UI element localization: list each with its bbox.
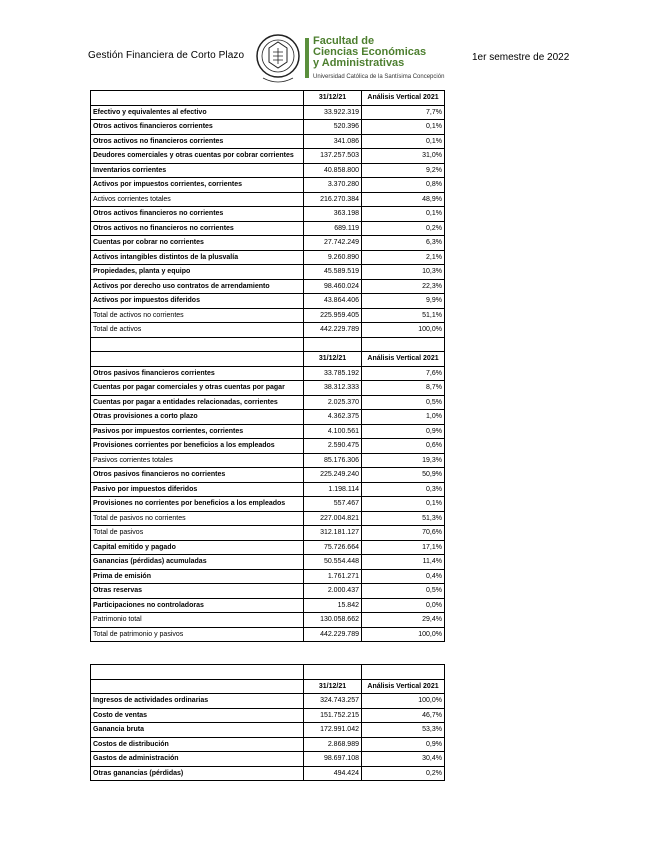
row-label: Otras ganancias (pérdidas): [91, 766, 304, 781]
row-value: 43.864.406: [304, 294, 362, 309]
table-row: [91, 511, 445, 526]
row-label: Otras reservas: [91, 584, 304, 599]
table-row: [91, 555, 445, 570]
row-percentage: 50,9%: [362, 468, 445, 483]
row-value: 1.198.114: [304, 482, 362, 497]
row-value: 442.229.789: [304, 323, 362, 338]
row-percentage: 70,6%: [362, 526, 445, 541]
row-percentage: 51,1%: [362, 308, 445, 323]
row-value: 2.590.475: [304, 439, 362, 454]
row-percentage: 0,4%: [362, 569, 445, 584]
table-row: [91, 279, 445, 294]
row-value: 45.589.519: [304, 265, 362, 280]
column-vertical-analysis-header: Análisis Vertical 2021: [362, 91, 445, 106]
table-row: [91, 366, 445, 381]
row-percentage: 19,3%: [362, 453, 445, 468]
table-row: [91, 105, 445, 120]
row-label: Cuentas por pagar comerciales y otras cuentas por pagar: [91, 381, 304, 396]
row-value: 312.181.127: [304, 526, 362, 541]
row-value: 494.424: [304, 766, 362, 781]
table-row: [91, 694, 445, 709]
row-value: 324.743.257: [304, 694, 362, 709]
row-value: 2.025.370: [304, 395, 362, 410]
university-seal-icon: [255, 28, 301, 88]
row-label: Prima de emisión: [91, 569, 304, 584]
row-label: Pasivo por impuestos diferidos: [91, 482, 304, 497]
row-label: Capital emitido y pagado: [91, 540, 304, 555]
row-label: Provisiones corrientes por beneficios a los empleados: [91, 439, 304, 454]
row-percentage: 0,2%: [362, 766, 445, 781]
blank-cell: [362, 665, 445, 680]
row-percentage: 11,4%: [362, 555, 445, 570]
row-label: Propiedades, planta y equipo: [91, 265, 304, 280]
row-label: Otros pasivos financieros corrientes: [91, 366, 304, 381]
row-label: Otros activos no financieros corrientes: [91, 134, 304, 149]
column-vertical-analysis-header: Análisis Vertical 2021: [362, 352, 445, 367]
balance-sheet-table: [90, 90, 445, 642]
row-percentage: 0,3%: [362, 482, 445, 497]
row-percentage: 30,4%: [362, 752, 445, 767]
row-label: Inventarios corrientes: [91, 163, 304, 178]
row-percentage: 17,1%: [362, 540, 445, 555]
row-value: 225.249.240: [304, 468, 362, 483]
table-row: [91, 221, 445, 236]
table-row: [91, 308, 445, 323]
row-label: Deudores comerciales y otras cuentas por cobrar corrientes: [91, 149, 304, 164]
row-value: 130.058.662: [304, 613, 362, 628]
row-percentage: 9,2%: [362, 163, 445, 178]
row-value: 689.119: [304, 221, 362, 236]
row-value: 4.362.375: [304, 410, 362, 425]
table-row: [91, 120, 445, 135]
row-percentage: 46,7%: [362, 708, 445, 723]
table-row: [91, 323, 445, 338]
faculty-line-2: Ciencias Económicas: [313, 46, 427, 58]
table-row: [91, 453, 445, 468]
faculty-line-3: y Administrativas: [313, 57, 405, 69]
row-value: 98.697.108: [304, 752, 362, 767]
row-percentage: 1,0%: [362, 410, 445, 425]
row-value: 33.785.192: [304, 366, 362, 381]
table-row: [91, 766, 445, 781]
blank-row: [91, 337, 445, 352]
row-label: Ganancia bruta: [91, 723, 304, 738]
table-row: [91, 737, 445, 752]
row-percentage: 53,3%: [362, 723, 445, 738]
table-row: [91, 192, 445, 207]
row-label: Gastos de administración: [91, 752, 304, 767]
liabilities-header-row: [91, 352, 445, 367]
row-label: Costo de ventas: [91, 708, 304, 723]
row-percentage: 0,2%: [362, 221, 445, 236]
row-label: Total de activos: [91, 323, 304, 338]
faculty-line-1: Facultad de: [313, 35, 375, 47]
row-label: Pasivos por impuestos corrientes, corrientes: [91, 424, 304, 439]
row-percentage: 0,0%: [362, 598, 445, 613]
row-value: 85.176.306: [304, 453, 362, 468]
row-label: Otros pasivos financieros no corrientes: [91, 468, 304, 483]
row-value: 4.100.561: [304, 424, 362, 439]
row-percentage: 48,9%: [362, 192, 445, 207]
table-row: [91, 149, 445, 164]
table-row: [91, 236, 445, 251]
row-label: Total de activos no corrientes: [91, 308, 304, 323]
row-value: 225.959.405: [304, 308, 362, 323]
column-date-header: 31/12/21: [304, 91, 362, 106]
table-row: [91, 410, 445, 425]
row-percentage: 8,7%: [362, 381, 445, 396]
table-row: [91, 178, 445, 193]
header-empty-cell: [91, 91, 304, 106]
table-row: [91, 752, 445, 767]
table-row: [91, 497, 445, 512]
row-percentage: 7,6%: [362, 366, 445, 381]
row-label: Costos de distribución: [91, 737, 304, 752]
row-label: Efectivo y equivalentes al efectivo: [91, 105, 304, 120]
row-percentage: 0,9%: [362, 737, 445, 752]
row-label: Provisiones no corrientes por beneficios a los empleados: [91, 497, 304, 512]
row-label: Otros activos financieros no corrientes: [91, 207, 304, 222]
table-row: [91, 395, 445, 410]
row-value: 137.257.503: [304, 149, 362, 164]
blank-cell: [304, 665, 362, 680]
table-row: [91, 540, 445, 555]
row-percentage: 0,1%: [362, 207, 445, 222]
row-percentage: 7,7%: [362, 105, 445, 120]
row-value: 557.467: [304, 497, 362, 512]
table-row: [91, 439, 445, 454]
row-value: 9.260.890: [304, 250, 362, 265]
row-label: Patrimonio total: [91, 613, 304, 628]
table-row: [91, 598, 445, 613]
row-percentage: 29,4%: [362, 613, 445, 628]
row-percentage: 0,1%: [362, 120, 445, 135]
blank-cell: [91, 665, 304, 680]
row-percentage: 0,5%: [362, 395, 445, 410]
income-statement-table: [90, 664, 445, 781]
row-label: Otros activos financieros corrientes: [91, 120, 304, 135]
row-percentage: 0,5%: [362, 584, 445, 599]
faculty-logo: [305, 36, 455, 86]
row-label: Activos por derecho uso contratos de arrendamiento: [91, 279, 304, 294]
row-label: Otras provisiones a corto plazo: [91, 410, 304, 425]
document-title: Gestión Financiera de Corto Plazo: [88, 50, 245, 61]
row-percentage: 0,8%: [362, 178, 445, 193]
table-row: [91, 207, 445, 222]
row-label: Ingresos de actividades ordinarias: [91, 694, 304, 709]
row-percentage: 100,0%: [362, 627, 445, 642]
row-percentage: 22,3%: [362, 279, 445, 294]
row-percentage: 0,6%: [362, 439, 445, 454]
row-value: 40.858.800: [304, 163, 362, 178]
row-percentage: 0,1%: [362, 497, 445, 512]
row-percentage: 0,1%: [362, 134, 445, 149]
column-vertical-analysis-header: Análisis Vertical 2021: [362, 679, 445, 694]
assets-header-row: [91, 91, 445, 106]
row-label: Total de pasivos: [91, 526, 304, 541]
column-date-header: 31/12/21: [304, 352, 362, 367]
row-value: 227.004.821: [304, 511, 362, 526]
row-value: 98.460.024: [304, 279, 362, 294]
table-row: [91, 250, 445, 265]
row-value: 3.370.280: [304, 178, 362, 193]
table-row: [91, 569, 445, 584]
table-row: [91, 723, 445, 738]
row-value: 15.842: [304, 598, 362, 613]
table-row: [91, 584, 445, 599]
row-value: 172.991.042: [304, 723, 362, 738]
row-value: 151.752.215: [304, 708, 362, 723]
table-row: [91, 468, 445, 483]
table-row: [91, 613, 445, 628]
row-label: Participaciones no controladoras: [91, 598, 304, 613]
blank-cell: [91, 337, 304, 352]
row-value: 442.229.789: [304, 627, 362, 642]
row-label: Ganancias (pérdidas) acumuladas: [91, 555, 304, 570]
row-value: 2.000.437: [304, 584, 362, 599]
row-label: Otros activos no financieros no corrientes: [91, 221, 304, 236]
row-label: Activos intangibles distintos de la plusvalía: [91, 250, 304, 265]
table-row: [91, 526, 445, 541]
row-value: 33.922.319: [304, 105, 362, 120]
row-value: 520.396: [304, 120, 362, 135]
table-row: [91, 627, 445, 642]
row-label: Total de patrimonio y pasivos: [91, 627, 304, 642]
row-value: 50.554.448: [304, 555, 362, 570]
row-label: Activos por impuestos corrientes, corrientes: [91, 178, 304, 193]
row-percentage: 2,1%: [362, 250, 445, 265]
university-name: Universidad Católica de la Santísima Concepción: [313, 74, 445, 80]
row-percentage: 51,3%: [362, 511, 445, 526]
row-percentage: 10,3%: [362, 265, 445, 280]
row-percentage: 6,3%: [362, 236, 445, 251]
blank-cell: [362, 337, 445, 352]
row-label: Cuentas por pagar a entidades relacionadas, corrientes: [91, 395, 304, 410]
row-percentage: 0,9%: [362, 424, 445, 439]
period-label: 1er semestre de 2022: [472, 52, 570, 63]
header-empty-cell: [91, 352, 304, 367]
row-value: 27.742.249: [304, 236, 362, 251]
row-percentage: 31,0%: [362, 149, 445, 164]
blank-cell: [304, 337, 362, 352]
table-row: [91, 163, 445, 178]
row-label: Total de pasivos no corrientes: [91, 511, 304, 526]
column-date-header: 31/12/21: [304, 679, 362, 694]
row-label: Activos corrientes totales: [91, 192, 304, 207]
row-value: 1.761.271: [304, 569, 362, 584]
table-row: [91, 381, 445, 396]
row-label: Activos por impuestos diferidos: [91, 294, 304, 309]
table-row: [91, 265, 445, 280]
row-value: 38.312.333: [304, 381, 362, 396]
table-row: [91, 482, 445, 497]
row-value: 75.726.664: [304, 540, 362, 555]
row-label: Cuentas por cobrar no corrientes: [91, 236, 304, 251]
table-row: [91, 134, 445, 149]
table-row: [91, 708, 445, 723]
table-row: [91, 294, 445, 309]
row-percentage: 100,0%: [362, 694, 445, 709]
row-value: 363.198: [304, 207, 362, 222]
header-empty-cell: [91, 679, 304, 694]
row-percentage: 100,0%: [362, 323, 445, 338]
blank-row: [91, 665, 445, 680]
faculty-logo-bar: [305, 38, 309, 78]
row-label: Pasivos corrientes totales: [91, 453, 304, 468]
row-value: 2.868.989: [304, 737, 362, 752]
income-header-row: [91, 679, 445, 694]
row-percentage: 9,9%: [362, 294, 445, 309]
row-value: 341.086: [304, 134, 362, 149]
table-row: [91, 424, 445, 439]
row-value: 216.270.384: [304, 192, 362, 207]
